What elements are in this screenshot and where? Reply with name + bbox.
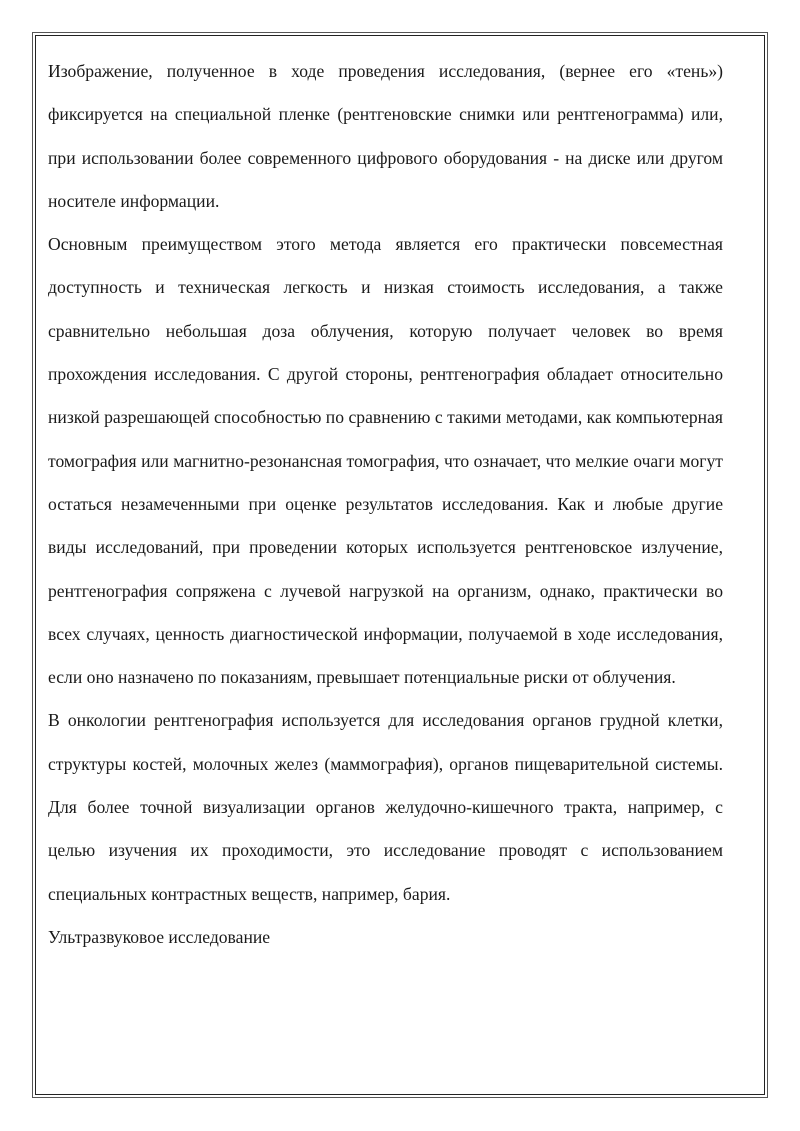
section-heading-ultrasound: Ультразвуковое исследование bbox=[48, 926, 271, 947]
paragraph-method-advantages: Основным преимуществом этого метода является его практически повсеместная доступность и техническая легкость и низкая стоимость исследования, а также сравнительно небольшая доза облучения, которую получает человек во время прохождения исследования. С другой стороны, рентгенография обладает относительно низкой разрешающей способностью по сравнению с такими методами, как компьютерная томография или магнитно-резонансная томография, что означает, что мелкие очаги могут остаться незамеченными при оценке результатов исследования. Как и любые другие виды исследований, при проведении которых используется рентгеновское излучение, рентгенография сопряжена с лучевой нагрузкой на организм, однако, практически во всех случаях, ценность диагностической информации, получаемой в ходе исследования, если оно назначено по показаниям, превышает потенциальные риски от облучения. bbox=[48, 234, 723, 688]
paragraph-oncology-use: В онкологии рентгенография используется для исследования органов грудной клетки, структуры костей, молочных желез (маммография), органов пищеварительной системы. Для более точной визуализации органов желудочно-кишечного тракта, например, с целью изучения их проходимости, это исследование проводят с использованием специальных контрастных веществ, например, бария. bbox=[48, 710, 723, 904]
document-body bbox=[48, 50, 723, 959]
paragraph-image-recording: Изображение, полученное в ходе проведения исследования, (вернее его «тень») фиксируется на специальной пленке (рентгеновские снимки или рентгенограмма) или, при использовании более современного цифрового оборудования - на диске или другом носителе информации. bbox=[48, 61, 723, 211]
